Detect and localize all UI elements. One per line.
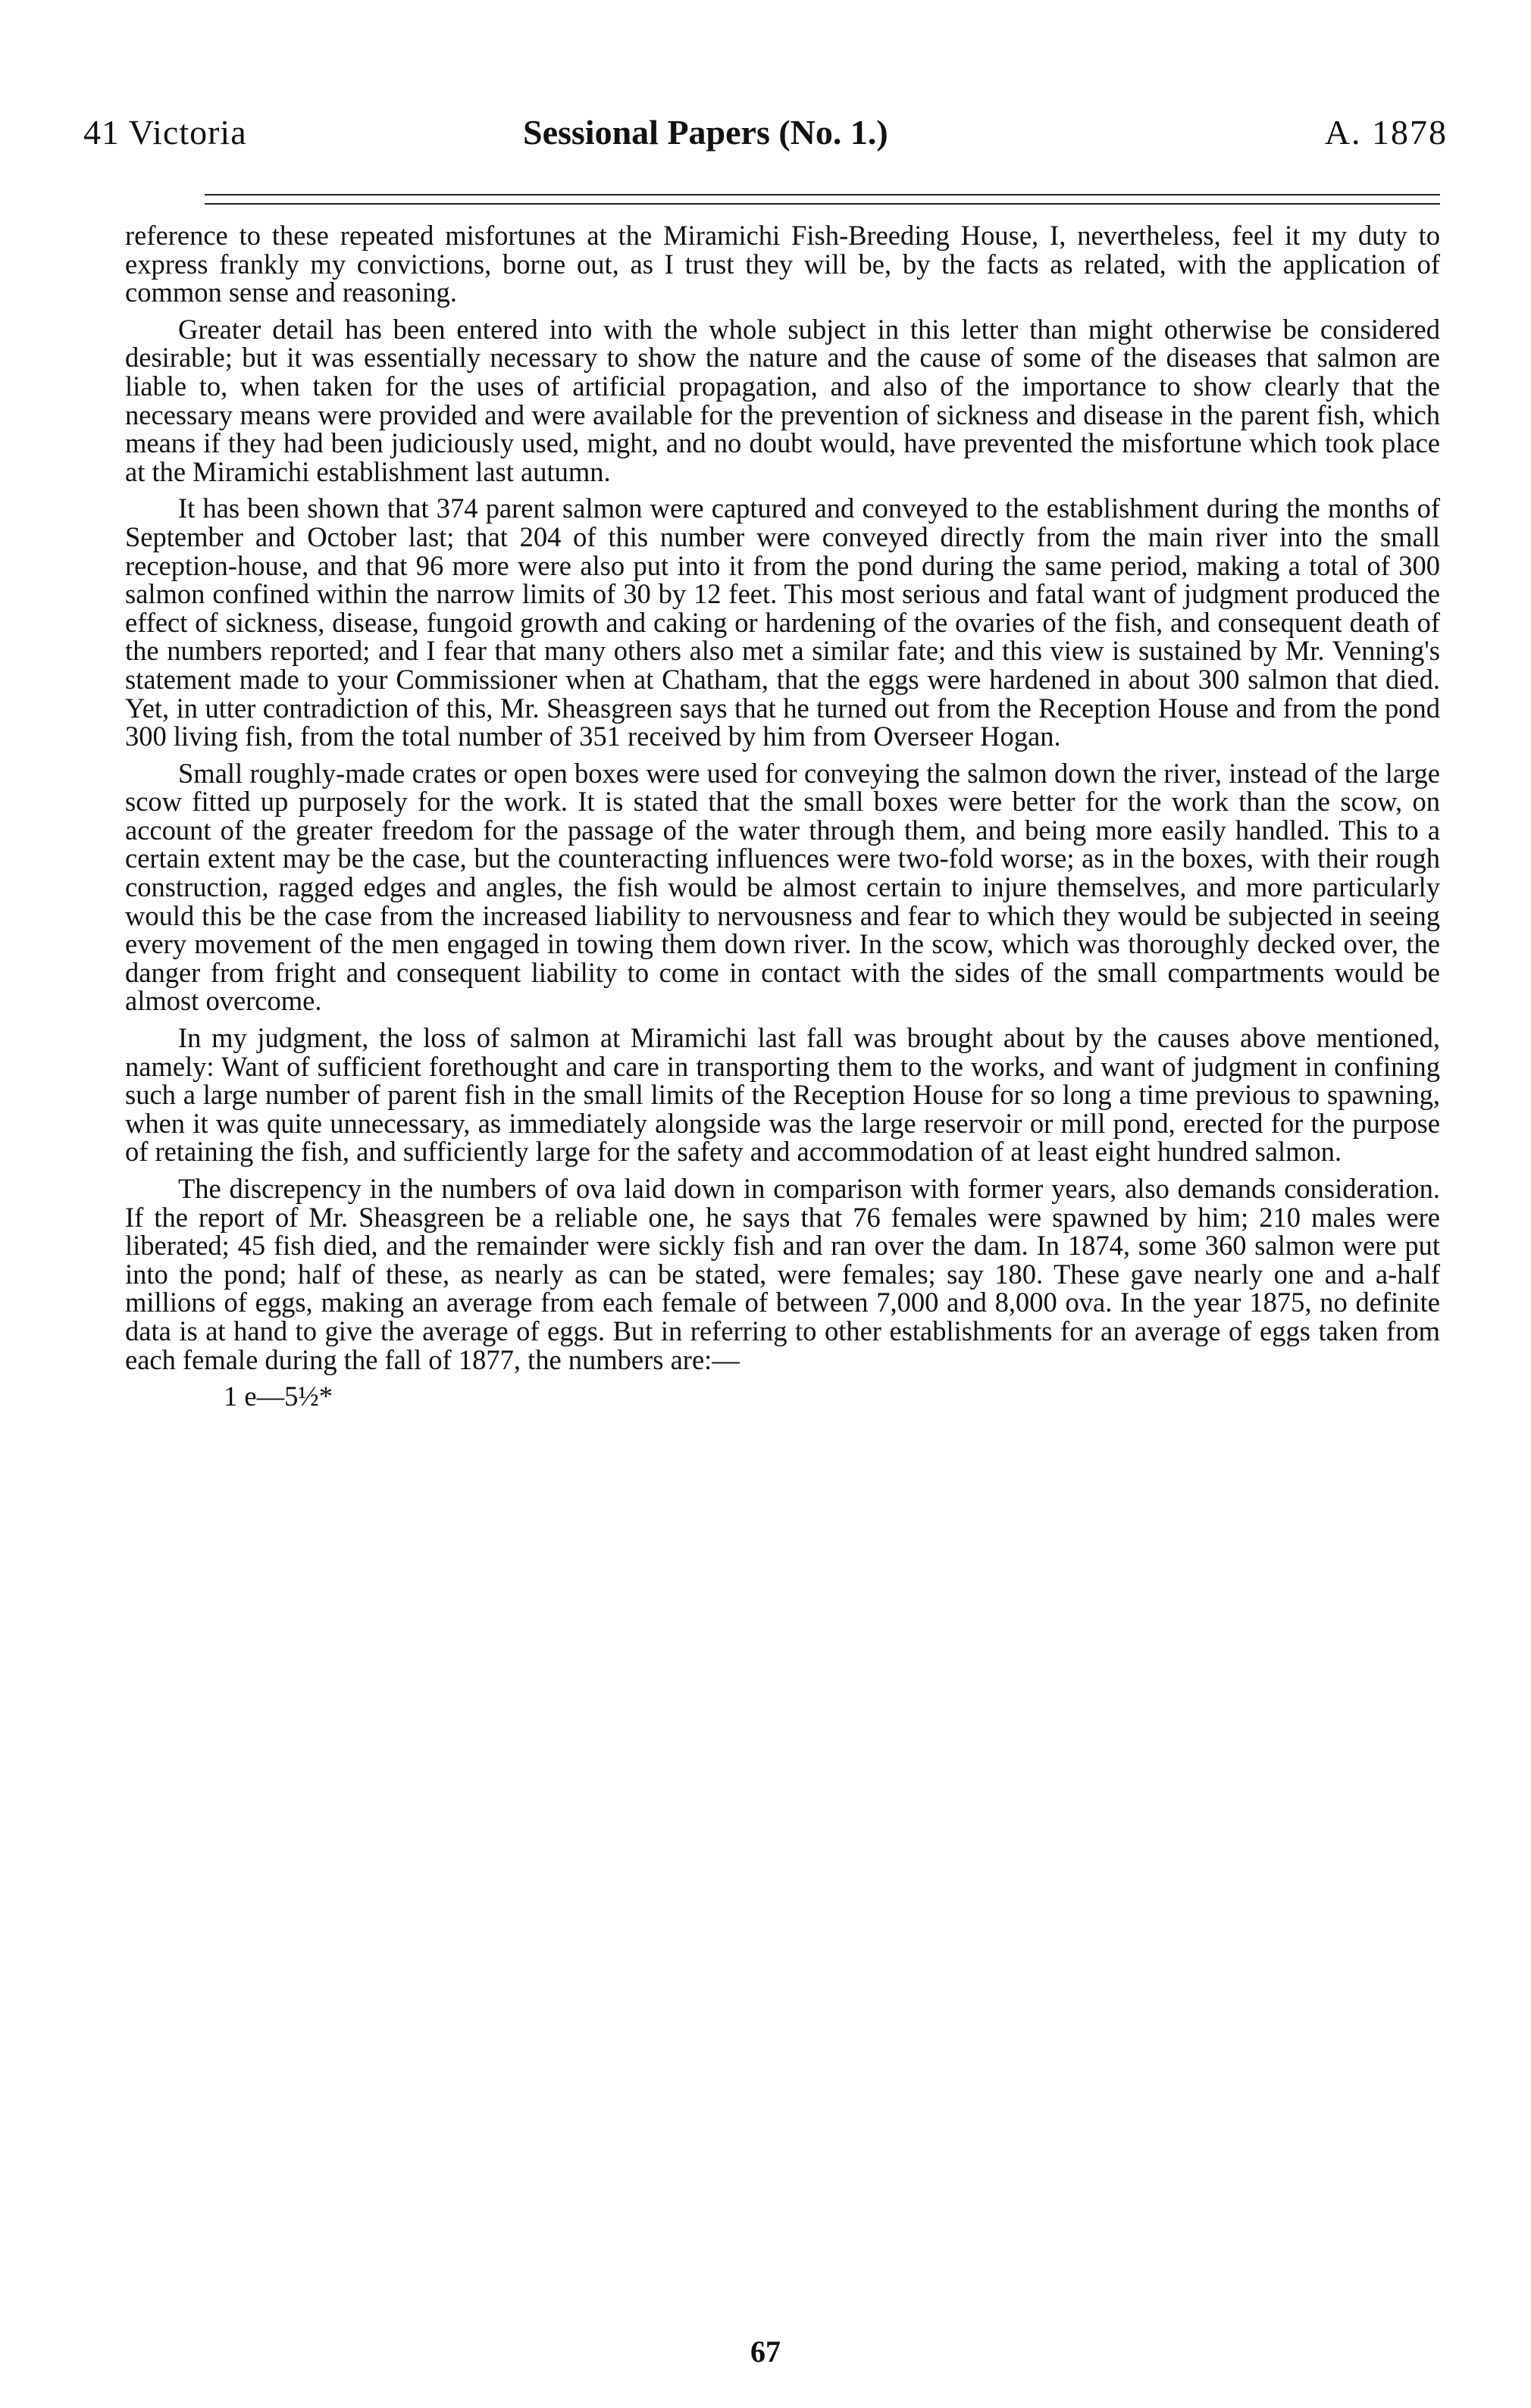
- paragraph-5: In my judgment, the loss of salmon at Miramichi last fall was brought about by the causes above mentioned, namely: Want of sufficient forethought and care in transporting them to the works, and want of judgment in confining such a large number of parent fish in the small limits of the Reception House for so long a time previous to spawning, when it was quite unnecessary, as immediately alongside was the large reservoir or mill pond, erected for the purpose of retaining the fish, and sufficiently large for the safety and accommodation of at least eight hundred salmon.: [125, 1022, 1440, 1168]
- body-text: [125, 221, 1440, 1419]
- header-rule-bottom: [205, 203, 1440, 205]
- formula-line: 1 e—5½*: [224, 1381, 333, 1412]
- paragraph-1: reference to these repeated misfortunes at the Miramichi Fish-Breeding House, I, nevertheless, feel it my duty to express frankly my convictions, borne out, as I trust they will be, by the facts as related, with the application of common sense and reasoning.: [125, 220, 1440, 308]
- paragraph-2: Greater detail has been entered into with the whole subject in this letter than might otherwise be considered desirable; but it was essentially necessary to show the nature and the cause of some of the diseases that salmon are liable to, when taken for the uses of artificial propagation, and also of the importance to show clearly that the necessary means were provided and were available for the prevention of sickness and disease in the parent fish, which means if they had been judiciously used, might, and no doubt would, have prevented the misfortune which took place at the Miramichi establishment last autumn.: [125, 313, 1440, 487]
- running-header: [83, 112, 1448, 165]
- page-number: 67: [750, 2335, 781, 2369]
- header-title: Sessional Papers (No. 1.): [523, 113, 888, 152]
- header-volume: 41 Victoria: [83, 113, 247, 152]
- paragraph-6: The discrepency in the numbers of ova laid down in comparison with former years, also demands consideration. If the report of Mr. Sheasgreen be a reliable one, he says that 76 females were spawned by him; 210 males were liberated; 45 fish died, and the remainder were sickly fish and ran over the dam. In 1874, some 360 salmon were put into the pond; half of these, as nearly as can be stated, were females; say 180. These gave nearly one and a-half millions of eggs, making an average from each female of between 7,000 and 8,000 ova. In the year 1875, no definite data is at hand to give the average of eggs. But in referring to other establishments for an average of eggs taken from each female during the fall of 1877, the numbers are:—: [125, 1173, 1440, 1375]
- paragraph-3: It has been shown that 374 parent salmon were captured and conveyed to the establishment during the months of September and October last; that 204 of this number were conveyed directly from the main river into the small reception-house, and that 96 more were also put into it from the pond during the same period, making a total of 300 salmon confined within the narrow limits of 30 by 12 feet. This most serious and fatal want of judgment produced the effect of sickness, disease, fungoid growth and caking or hardening of the ovaries of the fish, and consequent death of the numbers reported; and I fear that many others also met a similar fate; and this view is sustained by Mr. Venning's statement made to your Commissioner when at Chatham, that the eggs were hardened in about 300 salmon that died. Yet, in utter contradiction of this, Mr. Sheasgreen says that he turned out from the Reception House and from the pond 300 living fish, from the total number of 351 received by him from Overseer Hogan.: [125, 493, 1440, 752]
- paragraph-4: Small roughly-made crates or open boxes were used for conveying the salmon down the river, instead of the large scow fitted up purposely for the work. It is stated that the small boxes were better for the work than the scow, on account of the greater freedom for the passage of the water through them, and being more easily handled. This to a certain extent may be the case, but the counteracting influences were two-fold worse; as in the boxes, with their rough construction, ragged edges and angles, the fish would be almost certain to injure themselves, and more particularly would this be the case from the increased liability to nervousness and fear to which they would be subjected in seeing every movement of the men engaged in towing them down river. In the scow, which was thoroughly decked over, the danger from fright and consequent liability to come in contact with the sides of the small compartments would be almost overcome.: [125, 757, 1440, 1017]
- header-rule-top: [205, 194, 1440, 195]
- header-year: A. 1878: [1324, 113, 1448, 152]
